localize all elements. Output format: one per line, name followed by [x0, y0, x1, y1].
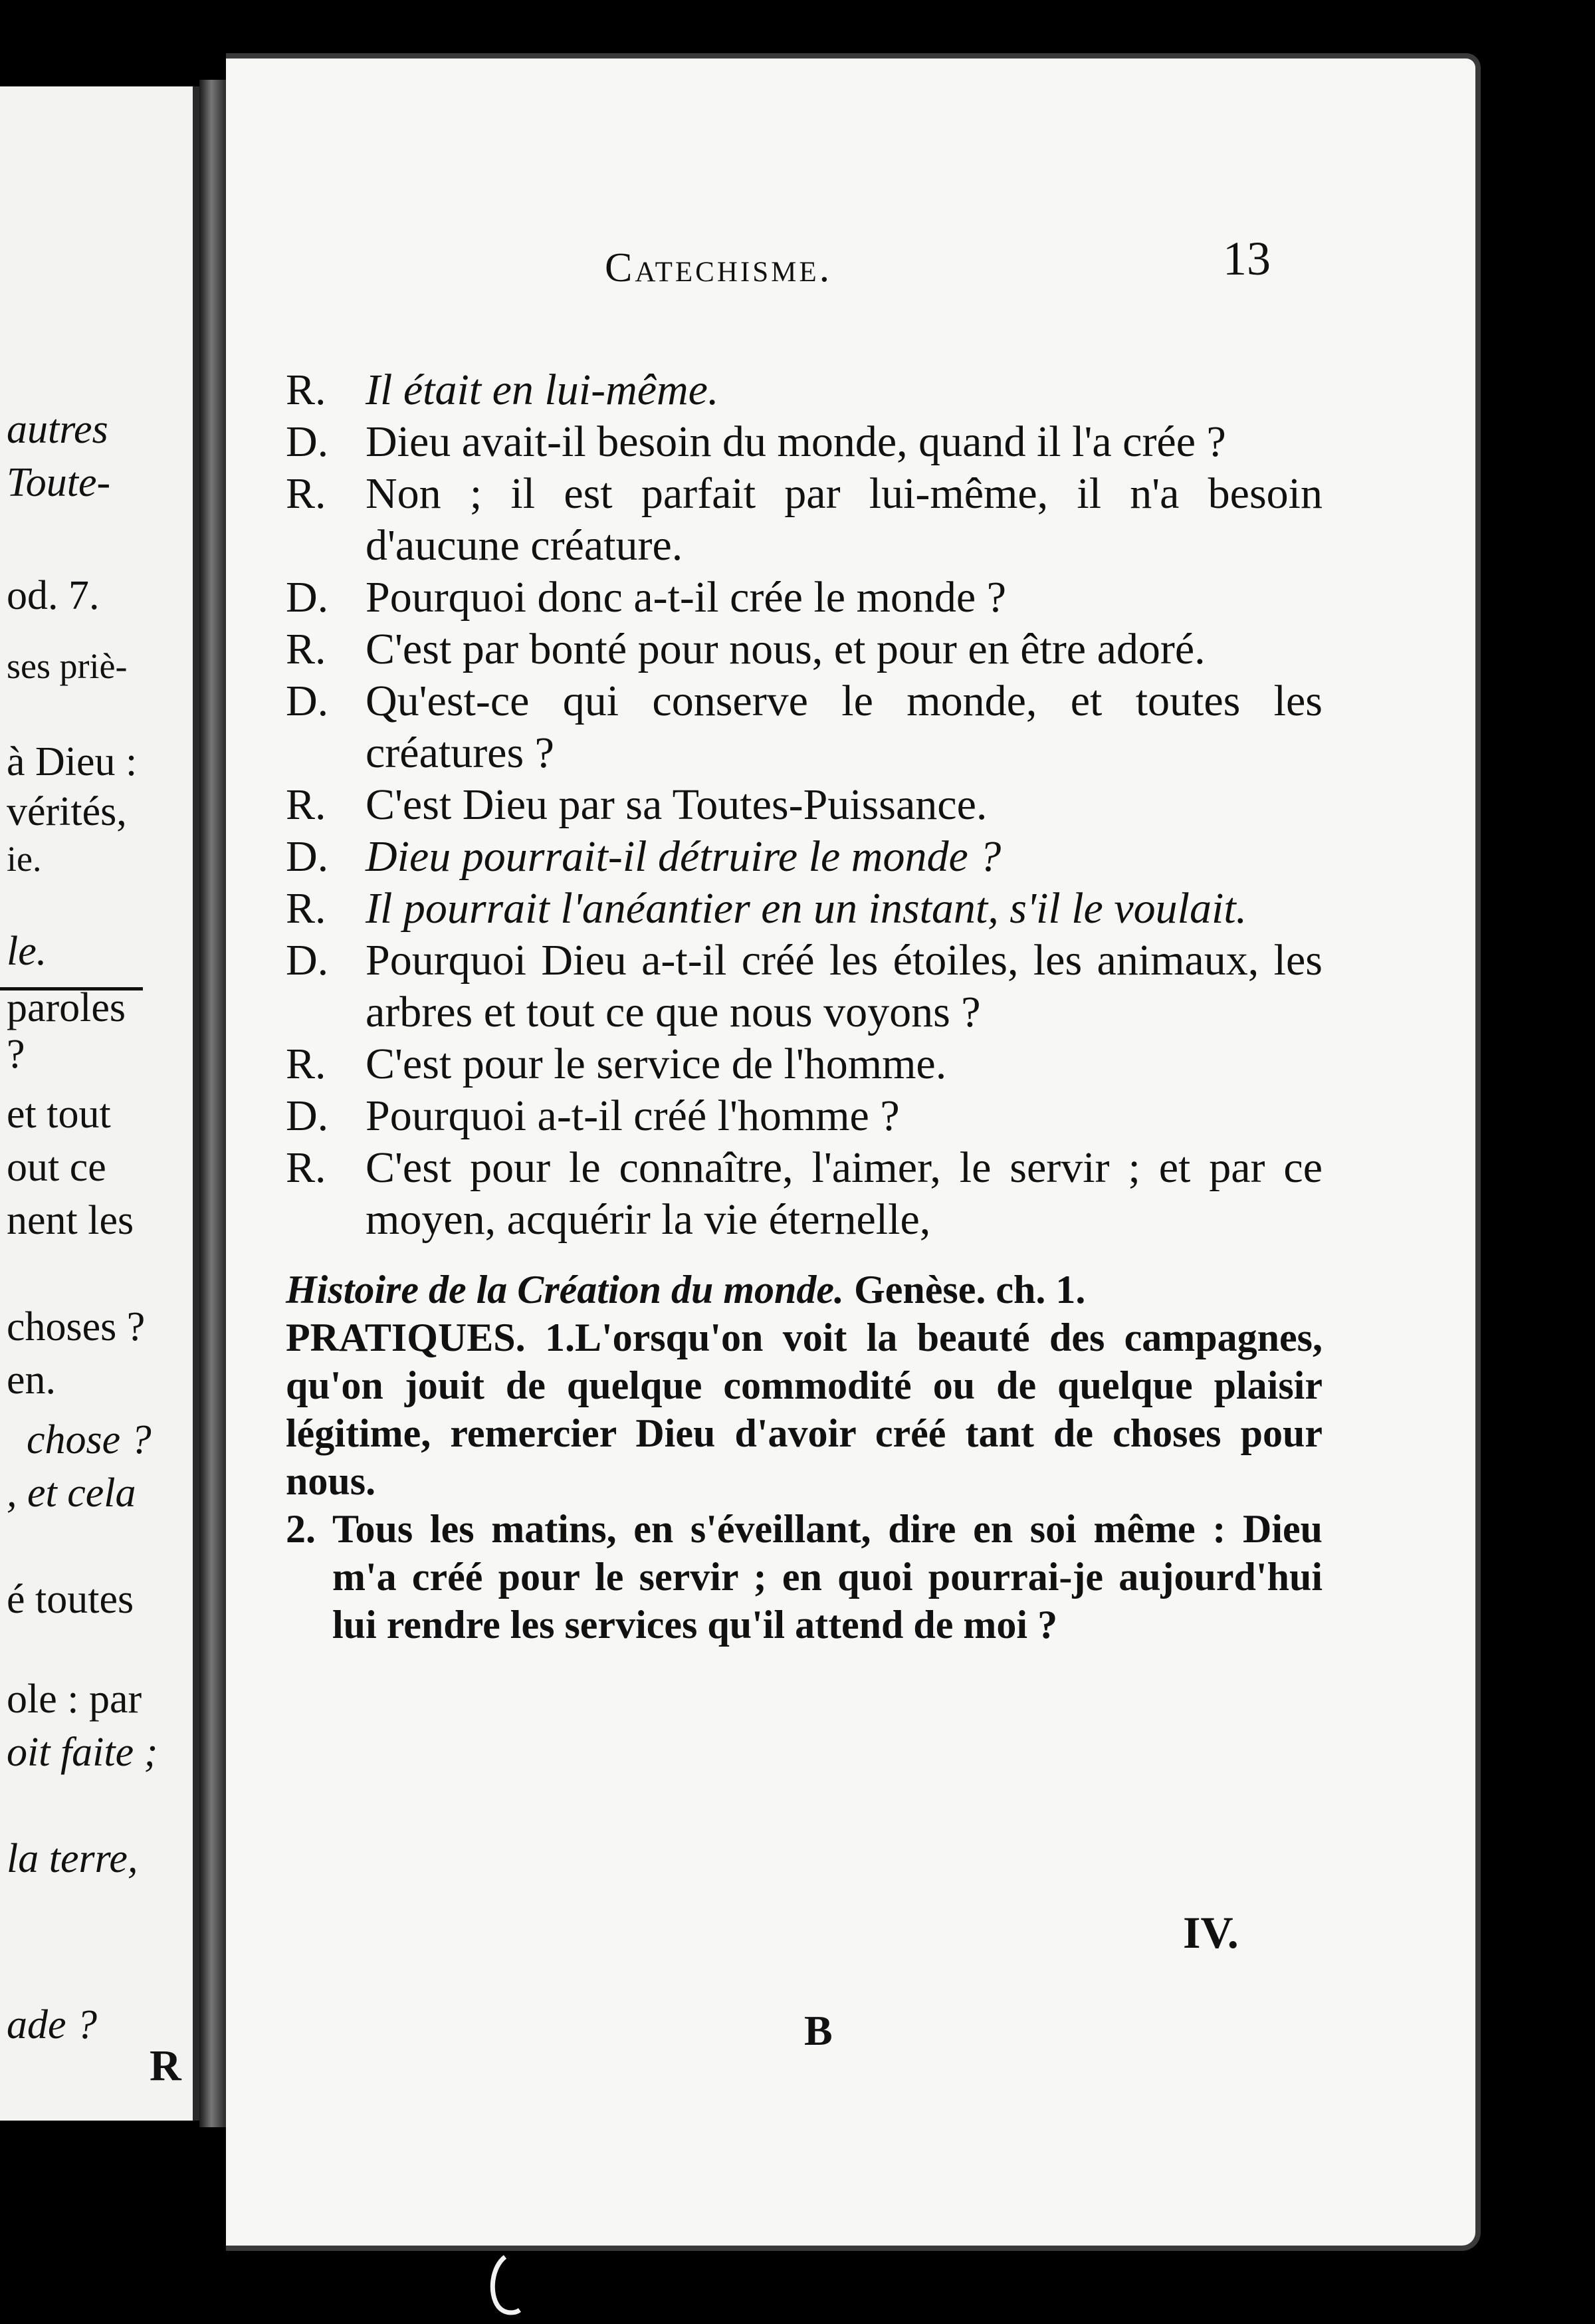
qa-entry: [286, 468, 1323, 572]
qa-mark: D.: [286, 1092, 329, 1140]
qa-text: Non ; il est parfait par lui-même, il n'a besoin d'aucune créature.: [366, 469, 1323, 570]
pratique-1: [286, 1314, 1323, 1505]
left-line: paroles: [7, 985, 126, 1030]
page-number: 13: [1223, 232, 1271, 285]
left-line: le.: [7, 929, 47, 974]
left-line: Toute-: [7, 460, 111, 505]
qa-mark: D.: [286, 573, 329, 622]
left-line: choses ?: [7, 1304, 146, 1349]
left-line: é toutes: [7, 1577, 134, 1622]
pratique-2-text: Tous les matins, en s'éveillant, dire en soi même : Dieu m'a créé pour le servir ; en quoi pourrai-je aujourd'hui lui rendre les services qu'il attend de moi ?: [332, 1507, 1323, 1647]
pratique-2-number: 2.: [286, 1507, 316, 1551]
qa-entry: [286, 416, 1323, 468]
qa-entry: [286, 1038, 1323, 1090]
qa-text: C'est par bonté pour nous, et pour en être adoré.: [366, 625, 1206, 673]
qa-mark: R.: [286, 469, 326, 518]
history-title: Histoire de la Création du monde.: [286, 1268, 845, 1312]
ribbon-mark: [478, 2254, 525, 2320]
qa-entry: [286, 572, 1323, 624]
qa-text: Il pourrait l'anéantier en un instant, s'il le voulait.: [366, 884, 1247, 933]
qa-entry: [286, 675, 1323, 779]
pratiques-label: PRATIQUES.: [286, 1316, 526, 1359]
left-line: ses priè-: [7, 646, 128, 686]
qa-entry: [286, 364, 1323, 416]
left-line: ?: [7, 1032, 25, 1077]
left-line: ole : par: [7, 1677, 142, 1722]
left-line: et tout: [7, 1092, 111, 1137]
qa-text: Il était en lui-même.: [366, 366, 719, 414]
left-line: , et cela: [7, 1470, 136, 1516]
history-reference: Genèse. ch. 1.: [854, 1268, 1086, 1312]
qa-mark: R.: [286, 780, 326, 829]
qa-text: Qu'est-ce qui conserve le monde, et toutes les créatures ?: [366, 677, 1323, 777]
catechism-text: [286, 364, 1323, 1649]
qa-mark: D.: [286, 832, 329, 881]
qa-entry: [286, 883, 1323, 935]
book-spine: [199, 80, 226, 2127]
qa-entry: [286, 935, 1323, 1038]
qa-text: C'est pour le service de l'homme.: [366, 1040, 947, 1088]
left-line: en.: [7, 1357, 56, 1403]
pratique-2: [286, 1505, 1323, 1649]
left-line: à Dieu :: [7, 739, 138, 784]
qa-text: Dieu avait-il besoin du monde, quand il l'a crée ?: [366, 417, 1226, 466]
qa-text: Pourquoi donc a-t-il crée le monde ?: [366, 573, 1006, 622]
qa-mark: R.: [286, 366, 326, 414]
left-line: autres: [7, 407, 108, 452]
qa-text: Pourquoi a-t-il créé l'homme ?: [366, 1092, 900, 1140]
left-line: chose ?: [27, 1417, 152, 1462]
left-page-fragment: [0, 86, 199, 2121]
section-mark: B: [804, 2007, 833, 2054]
qa-entry: [286, 779, 1323, 831]
qa-entry: [286, 624, 1323, 675]
left-page-bottom-mark: R: [150, 2041, 181, 2090]
right-page: [226, 53, 1481, 2251]
left-line: ade ?: [7, 2002, 98, 2047]
left-line: la terre,: [7, 1836, 138, 1881]
qa-entry: [286, 1142, 1323, 1246]
running-head: Catechisme.: [605, 245, 833, 290]
qa-text: Pourquoi Dieu a-t-il créé les étoiles, les animaux, les arbres et tout ce que nous voyons ?: [366, 936, 1323, 1036]
qa-entry: [286, 1090, 1323, 1142]
qa-text: Dieu pourrait-il détruire le monde ?: [366, 832, 1002, 881]
left-line: vérités,: [7, 789, 127, 834]
qa-mark: R.: [286, 1143, 326, 1192]
qa-mark: R.: [286, 884, 326, 933]
left-line: oit faite ;: [7, 1730, 158, 1775]
qa-mark: D.: [286, 677, 329, 725]
pratiques-section: [286, 1314, 1323, 1649]
left-line: out ce: [7, 1145, 106, 1190]
left-line: ie.: [7, 839, 42, 879]
history-heading: [286, 1266, 1323, 1314]
signature-mark: IV.: [1183, 1907, 1239, 1958]
qa-mark: D.: [286, 417, 329, 466]
qa-entry: [286, 831, 1323, 883]
qa-text: C'est Dieu par sa Toutes-Puissance.: [366, 780, 988, 829]
qa-mark: R.: [286, 1040, 326, 1088]
qa-mark: R.: [286, 625, 326, 673]
left-line: od. 7.: [7, 573, 100, 618]
qa-mark: D.: [286, 936, 329, 985]
pratique-1-text: 1.L'orsqu'on voit la beauté des campagnes, qu'on jouit de quelque commodité ou de quelque plaisir légitime, remercier Dieu d'avoir créé tant de choses pour nous.: [286, 1316, 1323, 1503]
qa-text: C'est pour le connaître, l'aimer, le servir ; et par ce moyen, acquérir la vie éternelle,: [366, 1143, 1323, 1244]
left-line: nent les: [7, 1198, 134, 1243]
